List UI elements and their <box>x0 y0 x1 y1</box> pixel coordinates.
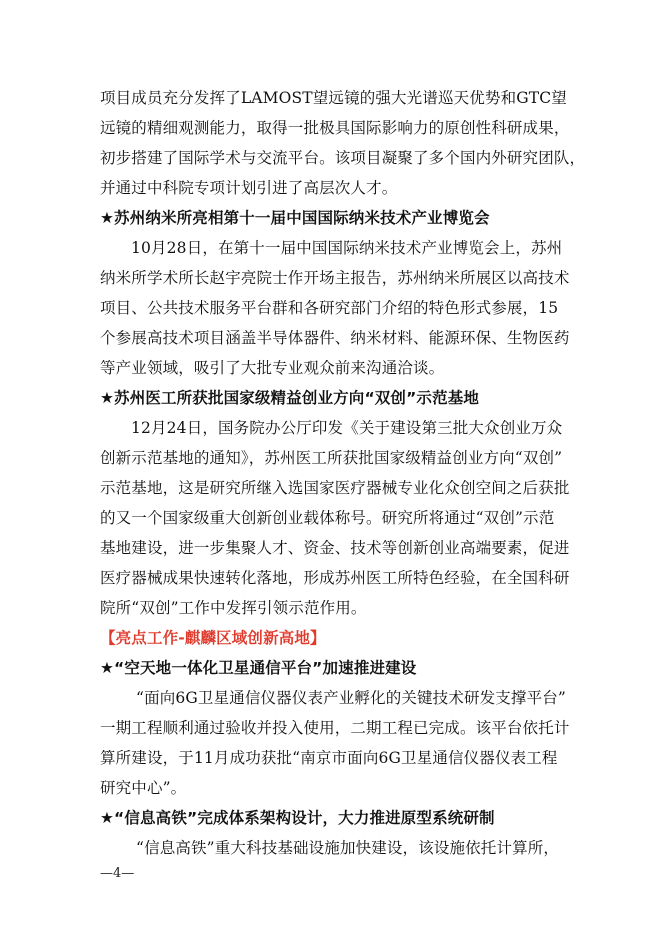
paragraph-line: 个参展高技术项目涵盖半导体器件、纳米材料、能源环保、生物医药 <box>100 329 570 347</box>
paragraph-line: 研究中心”。 <box>100 779 187 797</box>
paragraph-line: 10月28日，在第十一届中国国际纳米技术产业博览会上，苏州 <box>131 239 563 257</box>
paragraph-line: 并通过中科院专项计划引进了高层次人才。 <box>100 179 398 197</box>
paragraph-line: 院所“双创”工作中发挥引领示范作用。 <box>100 599 367 617</box>
section-heading-suzhou-medical: ★苏州医工所获批国家级精益创业方向“双创”示范基地 <box>100 389 480 407</box>
section-heading-info-rail: ★“信息高铁”完成体系架构设计，大力推进原型系统研制 <box>100 809 495 827</box>
page-number: —4— <box>100 866 135 881</box>
paragraph-line: 远镜的精细观测能力，取得一批极具国际影响力的原创性科研成果， <box>100 119 570 137</box>
paragraph-line: 基地建设，进一步集聚人才、资金、技术等创新创业高端要素，促进 <box>100 539 570 557</box>
paragraph-line: 等产业领域，吸引了大批专业观众前来沟通洽谈。 <box>100 359 445 377</box>
paragraph-line: 纳米所学术所长赵宇亮院士作开场主报告，苏州纳米所展区以高技术 <box>100 269 570 287</box>
paragraph-line: 12月24日，国务院办公厅印发《关于建设第三批大众创业万众 <box>131 419 563 437</box>
paragraph-line: 的又一个国家级重大创新创业载体称号。研究所将通过“双创”示范 <box>100 509 555 527</box>
paragraph-line: 一期工程顺利通过验收并投入使用，二期工程已完成。该平台依托计 <box>100 719 570 737</box>
paragraph-line: “信息高铁”重大科技基础设施加快建设，该设施依托计算所， <box>136 839 560 857</box>
paragraph-line: 示范基地，这是研究所继入选国家医疗器械专业化众创空间之后获批 <box>100 479 570 497</box>
paragraph-line: 初步搭建了国际学术与交流平台。该项目凝聚了多个国内外研究团队， <box>100 149 586 167</box>
paragraph-line: 创新示范基地的通知》，苏州医工所获批国家级精益创业方向“双创” <box>100 449 563 467</box>
section-heading-satellite-platform: ★“空天地一体化卫星通信平台”加速推进建设 <box>100 659 417 677</box>
paragraph-line: 项目、公共技术服务平台群和各研究部门介绍的特色形式参展，15 <box>100 299 559 317</box>
section-heading-suzhou-nano: ★苏州纳米所亮相第十一届中国国际纳米技术产业博览会 <box>100 209 490 227</box>
paragraph-line: 算所建设，于11月成功获批“南京市面向6G卫星通信仪器仪表工程 <box>100 749 558 767</box>
paragraph-line: 医疗器械成果快速转化落地，形成苏州医工所特色经验，在全国科研 <box>100 569 570 587</box>
highlight-section-heading: 【亮点工作-麒麟区域创新高地】 <box>100 629 326 647</box>
paragraph-line: 项目成员充分发挥了LAMOST望远镜的强大光谱巡天优势和GTC望 <box>100 89 567 107</box>
paragraph-line: “面向6G卫星通信仪器仪表产业孵化的关键技术研发支撑平台” <box>136 689 566 707</box>
